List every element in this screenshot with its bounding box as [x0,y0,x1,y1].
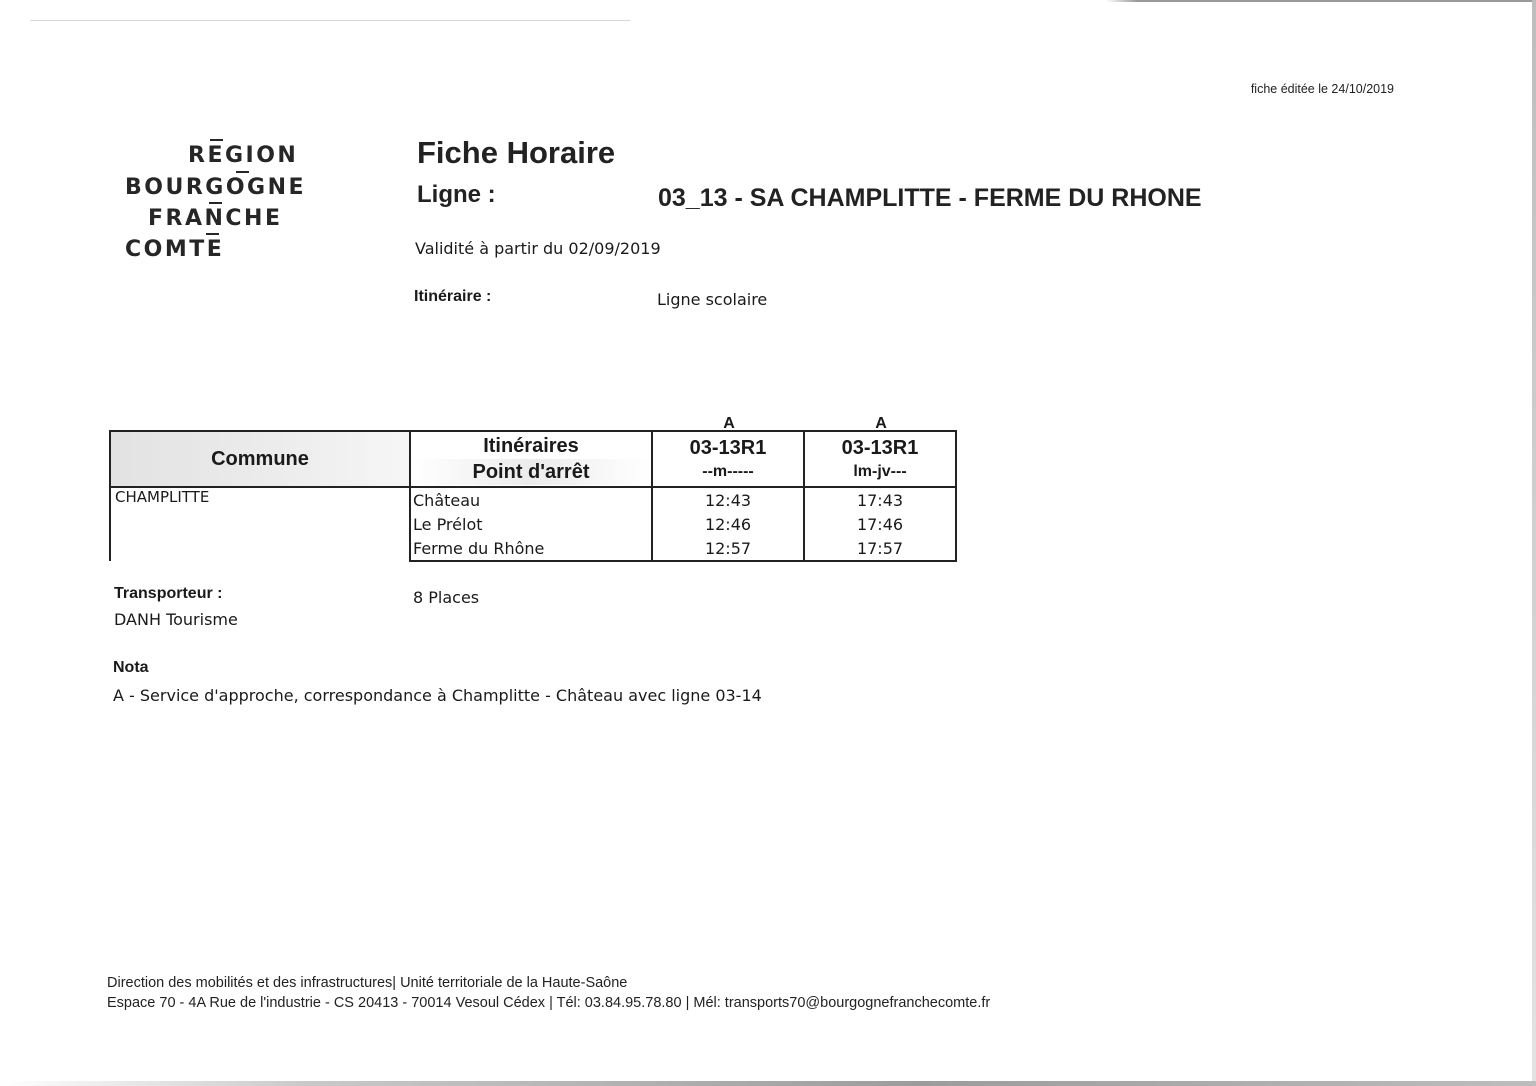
validity-date: Validité à partir du 02/09/2019 [415,239,661,258]
places-count: 8 Places [413,588,480,607]
footer-direction: Direction des mobilités et des infrastructures| Unité territoriale de la Haute-Saône [107,975,628,991]
stop-time: 12:43 [652,487,804,512]
transporteur-label: Transporteur : [114,585,223,602]
stop-name: Château [410,487,652,512]
ligne-value: 03_13 - SA CHAMPLITTE - FERME DU RHONE [658,184,1202,212]
ligne-label: Ligne : [417,181,496,208]
stop-time: 12:57 [652,536,804,561]
nota-text: A - Service d'approche, correspondance à Champlitte - Château avec ligne 03-14 [113,686,762,705]
timetable [109,430,957,562]
stop-time: 17:46 [804,512,956,536]
table-row [110,487,956,512]
nota-label: Nota [113,659,149,676]
stop-time: 17:43 [804,487,956,512]
logo-accent-bar [236,171,249,173]
itineraires-header [410,431,652,487]
logo-line-comte: COMTE [125,237,225,262]
stop-name: Ferme du Rhône [410,536,652,561]
course-code: 03-13R1 [841,437,919,459]
scan-edge-right [1532,0,1536,1086]
itineraires-header-label: Itinéraires [483,435,579,457]
stop-time: 17:57 [804,536,956,561]
stop-name: Le Prélot [410,512,652,536]
timetable-header-row [110,431,956,487]
logo-accent-bar [210,139,223,141]
course-days: --m----- [702,463,754,480]
commune-cell: CHAMPLITTE [110,487,410,561]
logo-line-franche: FRANCHE [148,206,283,231]
column-letter: A [723,415,735,432]
transporteur-name: DANH Tourisme [114,610,238,629]
column-letter: A [875,415,887,432]
stop-time: 12:46 [652,512,804,536]
logo-line-region: REGION [188,143,299,168]
logo-accent-bar [209,202,222,204]
logo-accent-bar [206,233,219,235]
footer-contact: Espace 70 - 4A Rue de l'industrie - CS 20413 - 70014 Vesoul Cédex | Tél: 03.84.95.78.80 | Mél: transports70@bourgognefranchecomte.fr [107,995,991,1011]
course-code: 03-13R1 [689,437,767,459]
scan-edge-top [0,0,1536,2]
course-days: lm-jv--- [853,463,907,480]
scan-edge-bottom [0,1081,1536,1086]
logo-line-bourgogne: BOURGOGNE [125,175,307,200]
page-title: Fiche Horaire [417,135,616,170]
scan-edge-line [30,20,630,21]
itineraire-value: Ligne scolaire [657,290,768,309]
edition-date: fiche éditée le 24/10/2019 [1250,82,1394,96]
course-column-header [652,431,804,487]
point-arret-header-label: Point d'arrêt [411,459,651,485]
commune-header: Commune [110,431,410,487]
course-column-header [804,431,956,487]
itineraire-label: Itinéraire : [414,288,492,305]
